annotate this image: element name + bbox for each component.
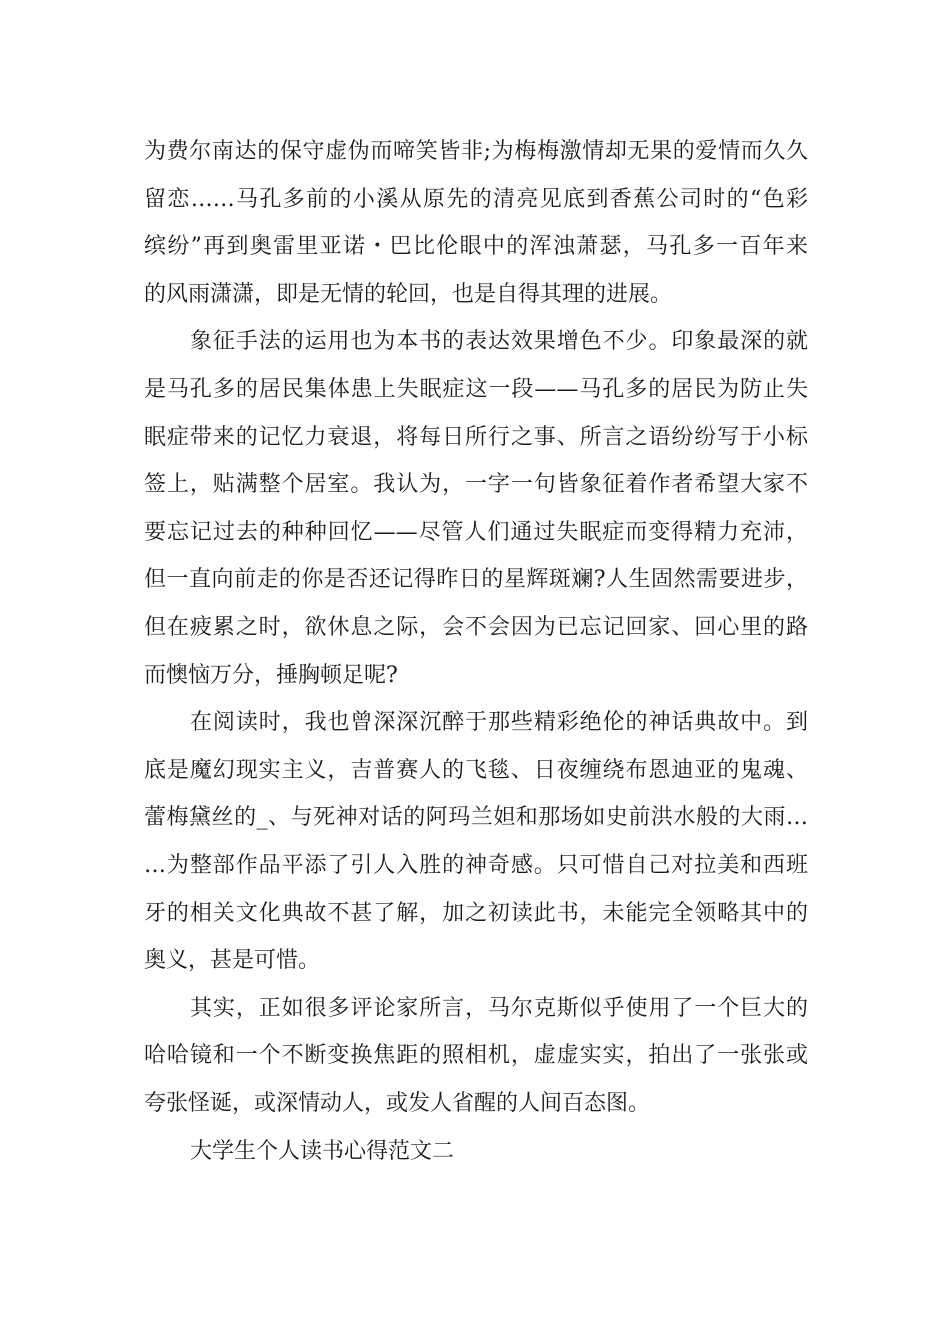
text-line: …为整部作品平添了引人入胜的神奇感。只可惜自己对拉美和西班: [144, 853, 808, 878]
text-line: 签上，贴满整个居室。我认为，一字一句皆象征着作者希望大家不: [144, 472, 808, 497]
text-line: 要忘记过去的种种回忆——尽管人们通过失眠症而变得精力充沛，: [144, 520, 808, 545]
text-line: 是马孔多的居民集体患上失眠症这一段——马孔多的居民为防止失: [144, 377, 808, 402]
text-line: 缤纷”再到奥雷里亚诺・巴比伦眼中的浑浊萧瑟，马孔多一百年来: [144, 234, 808, 259]
text-line: 眠症带来的记忆力衰退，将每日所行之事、所言之语纷纷写于小标: [144, 425, 808, 450]
text-line: 其实，正如很多评论家所言，马尔克斯似乎使用了一个巨大的: [190, 996, 808, 1021]
text-line: 夸张怪诞，或深情动人，或发人省醒的人间百态图。: [144, 1091, 651, 1116]
text-line: 的风雨潇潇，即是无情的轮回，也是自得其理的进展。: [144, 282, 673, 307]
text-line: 象征手法的运用也为本书的表达效果增色不少。印象最深的就: [190, 329, 808, 354]
text-line: 为费尔南达的保守虚伪而啼笑皆非;为梅梅激情却无果的爱情而久久: [144, 139, 808, 164]
text-line: 牙的相关文化典故不甚了解，加之初读此书，未能完全领略其中的: [144, 901, 808, 926]
text-line: 留恋……马孔多前的小溪从原先的清亮见底到香蕉公司时的“色彩: [144, 187, 808, 212]
text-line: 哈哈镜和一个不断变换焦距的照相机，虚虚实实，拍出了一张张或: [144, 1043, 808, 1068]
text-line: 底是魔幻现实主义，吉普赛人的飞毯、日夜缠绕布恩迪亚的鬼魂、: [144, 758, 808, 783]
text-line: 但在疲累之时，欲休息之际，会不会因为已忘记回家、回心里的路: [144, 615, 808, 640]
text-line: 奥义，甚是可惜。: [144, 948, 321, 973]
text-line: 大学生个人读书心得范文二: [190, 1139, 455, 1164]
text-line: 而懊恼万分，捶胸顿足呢?: [144, 663, 398, 688]
text-line: 但一直向前走的你是否还记得昨日的星辉斑斓?人生固然需要进步，: [144, 567, 808, 592]
text-line: 在阅读时，我也曾深深沉醉于那些精彩绝伦的神话典故中。到: [190, 710, 808, 735]
text-line: 蕾梅黛丝的_、与死神对话的阿玛兰妲和那场如史前洪水般的大雨…: [144, 805, 808, 830]
